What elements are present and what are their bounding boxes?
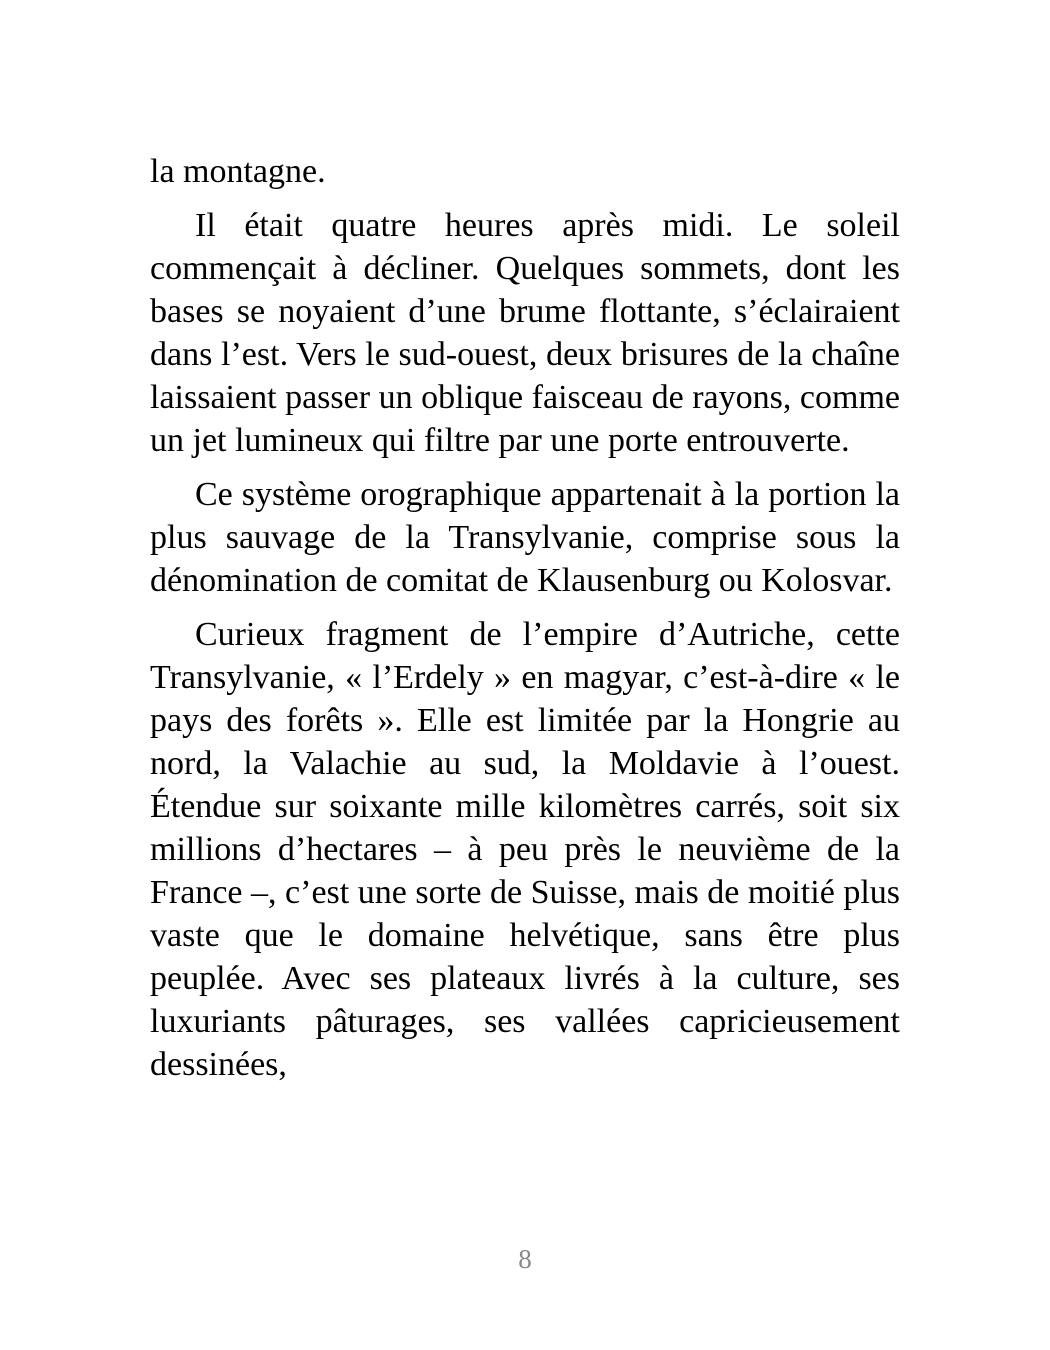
paragraph: Curieux fragment de l’empire d’Autriche, cette Transylvanie, « l’Erdely » en magyar, c’est-à-dire « le pays des forêts ». Elle est limitée par la Hongrie au nord, la Valachie au sud, la Moldavie à l’ouest. Étendue sur soixante mille kilomètres carrés, soit six millions d’hectares – à peu près le neuvième de la France –, c’est une sorte de Suisse, mais de moitié plus vaste que le domaine helvétique, sans être plus peuplée. Avec ses plateaux livrés à la culture, ses luxuriants pâturages, ses vallées capricieusement dessinées, [150,616,900,1083]
page-number: 8 [518,1244,532,1274]
page-body [150,150,900,1097]
paragraph: Il était quatre heures après midi. Le soleil commençait à décliner. Quelques sommets, dont les bases se noyaient d’une brume flottante, s’éclairaient dans l’est. Vers le sud-ouest, deux brisures de la chaîne laissaient passer un oblique faisceau de rayons, comme un jet lumineux qui filtre par une porte entrouverte. [150,207,900,459]
paragraph: Ce système orographique appartenait à la portion la plus sauvage de la Transylvanie, comprise sous la dénomination de comitat de Klausenburg ou Kolosvar. [150,476,900,599]
paragraph-continued: la montagne. [150,153,326,190]
